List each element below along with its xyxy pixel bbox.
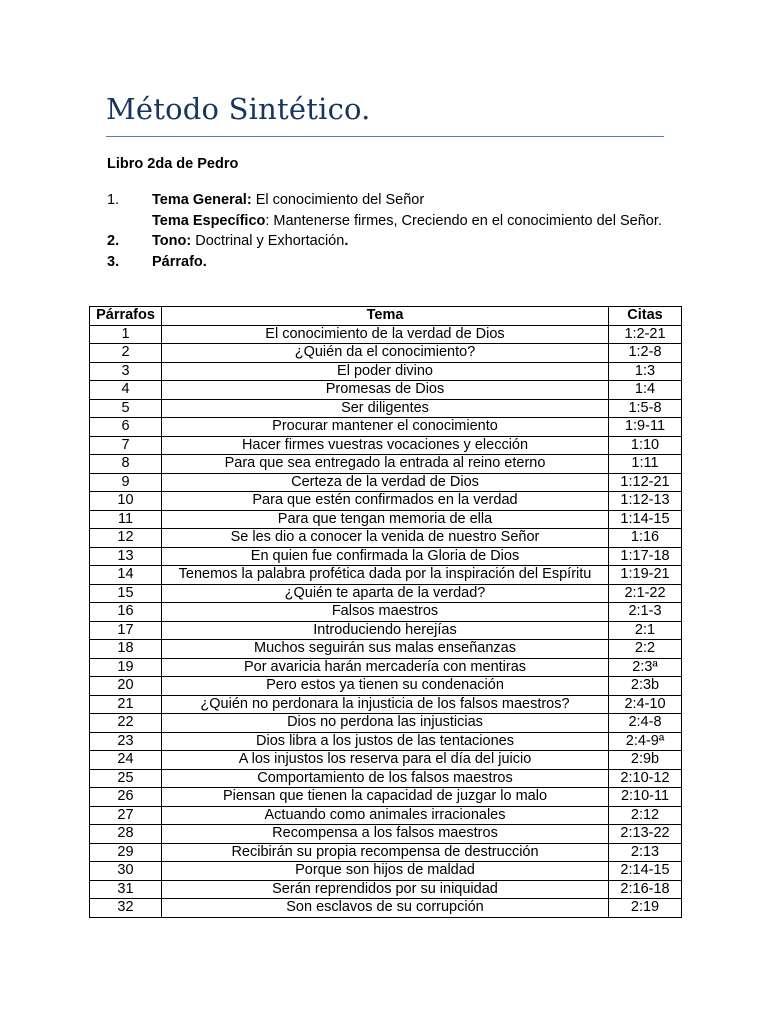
tone-label: Tono: [152, 233, 192, 249]
row-citation: 1:4 [609, 381, 682, 400]
row-citation: 1:5-8 [609, 399, 682, 418]
row-number: 21 [90, 695, 162, 714]
table-row [90, 436, 682, 455]
row-theme: En quien fue confirmada la Gloria de Dios [162, 547, 609, 566]
tone-value: Doctrinal y Exhortación [191, 233, 345, 249]
table-row [90, 843, 682, 862]
row-citation: 1:2-21 [609, 325, 682, 344]
row-theme: Hacer firmes vuestras vocaciones y elección [162, 436, 609, 455]
row-number: 2 [90, 344, 162, 363]
row-number: 4 [90, 381, 162, 400]
row-number: 20 [90, 677, 162, 696]
row-number: 1 [90, 325, 162, 344]
row-number: 9 [90, 473, 162, 492]
table-row [90, 640, 682, 659]
table-row [90, 806, 682, 825]
outline-item-theme [107, 190, 667, 231]
row-theme: Introduciendo herejías [162, 621, 609, 640]
table-row [90, 399, 682, 418]
row-number: 22 [90, 714, 162, 733]
row-theme: Procurar mantener el conocimiento [162, 418, 609, 437]
table-row [90, 344, 682, 363]
table-row [90, 492, 682, 511]
row-theme: Dios libra a los justos de las tentaciones [162, 732, 609, 751]
outline-item-tone [107, 231, 667, 252]
table-row [90, 732, 682, 751]
specific-theme-value: : Mantenerse firmes, Creciendo en el conocimiento del Señor. [265, 212, 662, 229]
header-paragraphs: Párrafos [90, 307, 162, 326]
row-number: 25 [90, 769, 162, 788]
row-citation: 1:19-21 [609, 566, 682, 585]
row-number: 30 [90, 862, 162, 881]
row-number: 15 [90, 584, 162, 603]
specific-theme-line [152, 211, 667, 232]
table-row [90, 677, 682, 696]
table-row [90, 529, 682, 548]
header-citations: Citas [609, 307, 682, 326]
table-row [90, 862, 682, 881]
row-citation: 1:14-15 [609, 510, 682, 529]
table-row [90, 880, 682, 899]
row-citation: 2:14-15 [609, 862, 682, 881]
specific-theme-label: Tema Específico [152, 212, 266, 229]
paragraph-label: Párrafo. [152, 253, 207, 270]
table-row [90, 751, 682, 770]
row-citation: 1:2-8 [609, 344, 682, 363]
row-theme: Son esclavos de su corrupción [162, 899, 609, 918]
row-citation: 2:19 [609, 899, 682, 918]
header-theme: Tema [162, 307, 609, 326]
table-row [90, 418, 682, 437]
row-number: 29 [90, 843, 162, 862]
row-citation: 2:4-8 [609, 714, 682, 733]
row-theme: Para que sea entregado la entrada al reino eterno [162, 455, 609, 474]
row-citation: 1:11 [609, 455, 682, 474]
row-citation: 2:3ª [609, 658, 682, 677]
row-number: 11 [90, 510, 162, 529]
row-theme: ¿Quién no perdonara la injusticia de los falsos maestros? [162, 695, 609, 714]
table-row [90, 621, 682, 640]
table-row [90, 788, 682, 807]
table-row [90, 658, 682, 677]
table-row [90, 325, 682, 344]
row-citation: 2:10-12 [609, 769, 682, 788]
row-theme: Porque son hijos de maldad [162, 862, 609, 881]
table-row [90, 381, 682, 400]
row-theme: Actuando como animales irracionales [162, 806, 609, 825]
row-citation: 2:4-10 [609, 695, 682, 714]
table-row [90, 547, 682, 566]
row-theme: Dios no perdona las injusticias [162, 714, 609, 733]
general-theme-line [152, 190, 667, 211]
row-number: 5 [90, 399, 162, 418]
row-theme: El poder divino [162, 362, 609, 381]
table-row [90, 714, 682, 733]
book-subtitle: Libro 2da de Pedro [107, 156, 239, 172]
general-theme-label: Tema General: [152, 192, 252, 208]
row-number: 27 [90, 806, 162, 825]
row-number: 26 [90, 788, 162, 807]
row-theme: Falsos maestros [162, 603, 609, 622]
row-citation: 2:12 [609, 806, 682, 825]
table-body [90, 325, 682, 917]
title-divider [106, 136, 664, 137]
row-number: 7 [90, 436, 162, 455]
outline-list [107, 190, 667, 272]
row-number: 8 [90, 455, 162, 474]
tone-period: . [344, 233, 349, 249]
row-citation: 2:3b [609, 677, 682, 696]
row-theme: Para que tengan memoria de ella [162, 510, 609, 529]
row-citation: 2:1-3 [609, 603, 682, 622]
row-theme: Comportamiento de los falsos maestros [162, 769, 609, 788]
outline-item-paragraph [107, 252, 667, 273]
row-theme: Se les dio a conocer la venida de nuestro Señor [162, 529, 609, 548]
row-citation: 1:12-13 [609, 492, 682, 511]
row-number: 12 [90, 529, 162, 548]
row-theme: Promesas de Dios [162, 381, 609, 400]
table-header [90, 307, 682, 326]
row-number: 32 [90, 899, 162, 918]
table-row [90, 899, 682, 918]
row-citation: 2:10-11 [609, 788, 682, 807]
row-theme: Tenemos la palabra profética dada por la inspiración del Espíritu [162, 566, 609, 585]
row-citation: 2:13-22 [609, 825, 682, 844]
row-number: 14 [90, 566, 162, 585]
row-theme: Pero estos ya tienen su condenación [162, 677, 609, 696]
row-citation: 1:9-11 [609, 418, 682, 437]
row-citation: 1:10 [609, 436, 682, 455]
row-theme: El conocimiento de la verdad de Dios [162, 325, 609, 344]
row-number: 31 [90, 880, 162, 899]
row-number: 24 [90, 751, 162, 770]
row-citation: 1:12-21 [609, 473, 682, 492]
row-citation: 1:17-18 [609, 547, 682, 566]
row-number: 28 [90, 825, 162, 844]
outline-number: 2. [107, 233, 120, 249]
row-number: 6 [90, 418, 162, 437]
table-row [90, 455, 682, 474]
row-citation: 2:13 [609, 843, 682, 862]
table-row [90, 769, 682, 788]
row-theme: A los injustos los reserva para el día del juicio [162, 751, 609, 770]
general-theme-value: El conocimiento del Señor [251, 192, 425, 208]
row-citation: 1:16 [609, 529, 682, 548]
outline-body [152, 231, 667, 252]
row-number: 19 [90, 658, 162, 677]
row-number: 17 [90, 621, 162, 640]
row-number: 3 [90, 362, 162, 381]
outline-body [152, 190, 667, 231]
row-citation: 2:1-22 [609, 584, 682, 603]
table-row [90, 566, 682, 585]
table-row [90, 473, 682, 492]
row-theme: ¿Quién te aparta de la verdad? [162, 584, 609, 603]
table-row [90, 825, 682, 844]
table-row [90, 362, 682, 381]
row-citation: 2:2 [609, 640, 682, 659]
outline-number: 3. [107, 253, 120, 270]
table-header-row [90, 307, 682, 326]
row-number: 16 [90, 603, 162, 622]
row-citation: 2:4-9ª [609, 732, 682, 751]
table-row [90, 584, 682, 603]
table-row [90, 603, 682, 622]
paragraphs-table [89, 306, 682, 918]
row-theme: Serán reprendidos por su iniquidad [162, 880, 609, 899]
row-theme: Ser diligentes [162, 399, 609, 418]
document-title: Método Sintético. [106, 92, 371, 126]
row-theme: Recibirán su propia recompensa de destrucción [162, 843, 609, 862]
table-row [90, 510, 682, 529]
row-number: 23 [90, 732, 162, 751]
row-theme: Certeza de la verdad de Dios [162, 473, 609, 492]
row-theme: Piensan que tienen la capacidad de juzgar lo malo [162, 788, 609, 807]
row-theme: Muchos seguirán sus malas enseñanzas [162, 640, 609, 659]
row-theme: Por avaricia harán mercadería con mentiras [162, 658, 609, 677]
row-theme: ¿Quién da el conocimiento? [162, 344, 609, 363]
row-number: 18 [90, 640, 162, 659]
row-citation: 2:9b [609, 751, 682, 770]
outline-number: 1. [107, 192, 120, 208]
row-citation: 1:3 [609, 362, 682, 381]
row-citation: 2:16-18 [609, 880, 682, 899]
outline-body [152, 252, 667, 273]
row-theme: Para que estén confirmados en la verdad [162, 492, 609, 511]
row-number: 13 [90, 547, 162, 566]
row-citation: 2:1 [609, 621, 682, 640]
row-number: 10 [90, 492, 162, 511]
row-theme: Recompensa a los falsos maestros [162, 825, 609, 844]
table-row [90, 695, 682, 714]
